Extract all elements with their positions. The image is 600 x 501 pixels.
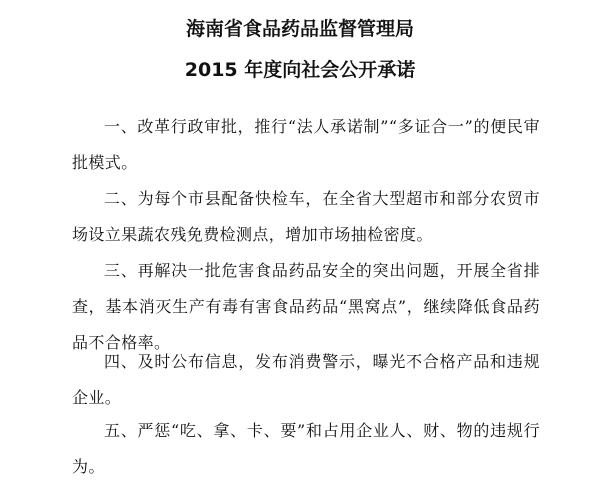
commitment-paragraph-3: 三、再解决一批危害食品药品安全的突出问题，开展全省排查，基本消灭生产有毒有害食品药品“黑窝点”，继续降低食品药品不合格率。 [72, 261, 540, 352]
commitment-paragraph-1: 一、改革行政审批，推行“法人承诺制”“多证合一”的便民审批模式。 [72, 117, 540, 172]
document-title: 海南省食品药品监督管理局 [185, 18, 414, 40]
commitment-paragraph-4: 四、及时公布信息，发布消费警示，曝光不合格产品和违规企业。 [72, 352, 540, 407]
commitment-paragraph-2: 二、为每个市县配备快检车，在全省大型超市和部分农贸市场设立果蔬农残免费检测点，增加市场抽检密度。 [72, 189, 540, 244]
commitment-paragraph-5: 五、严惩“吃、拿、卡、要”和占用企业人、财、物的违规行为。 [72, 421, 540, 476]
document-subtitle: 2015 年度向社会公开承诺 [184, 59, 416, 81]
